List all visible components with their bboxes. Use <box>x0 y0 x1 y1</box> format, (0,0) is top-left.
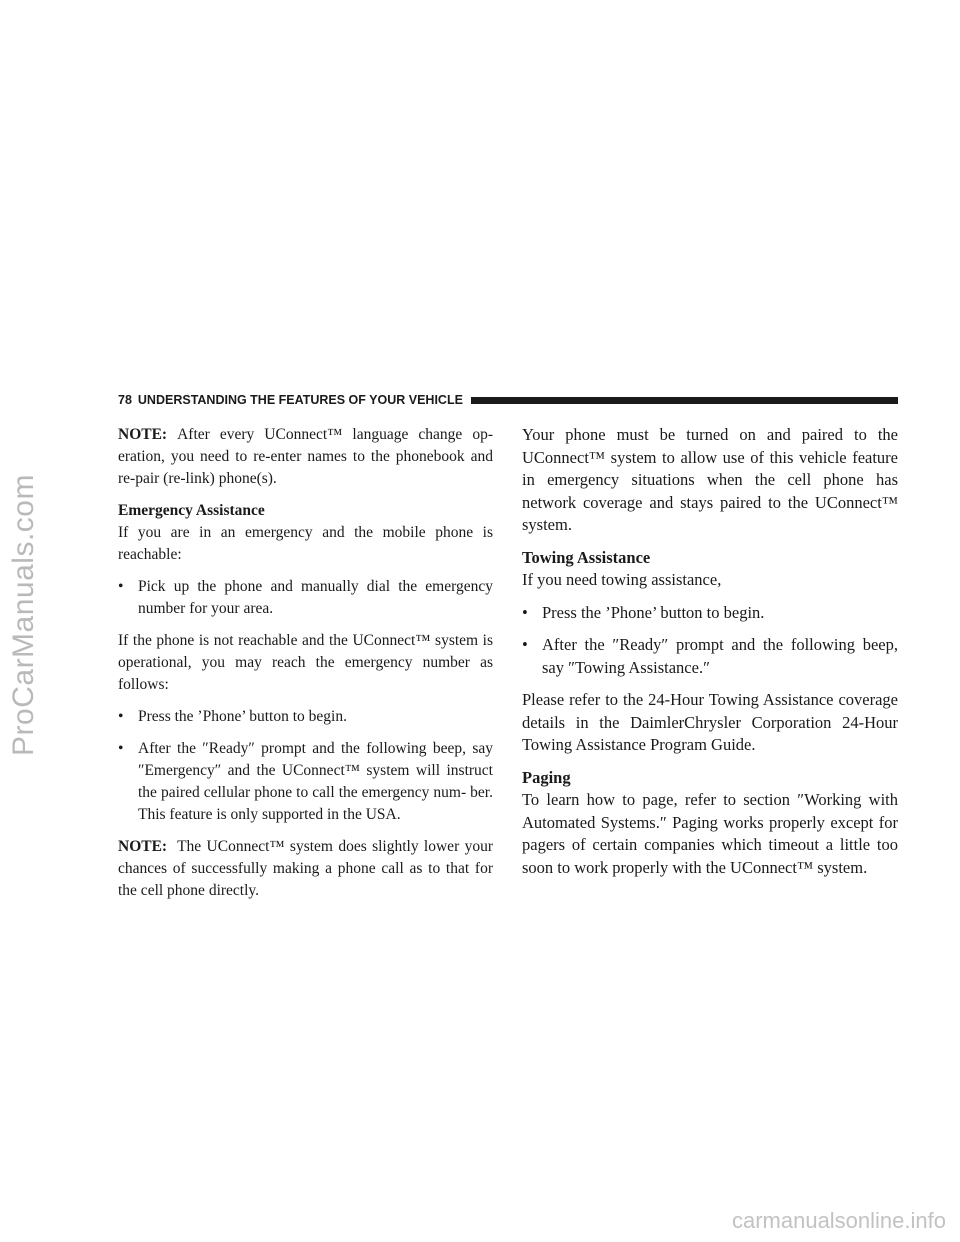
reach-paragraph: If the phone is not reachable and the UConnect™ system is operational, you may reach the emergency number as follows: <box>118 632 493 693</box>
right-column <box>522 424 898 889</box>
section-title: UNDERSTANDING THE FEATURES OF YOUR VEHICLE <box>137 393 463 407</box>
bullet-icon: • <box>118 708 124 725</box>
page-header <box>118 391 898 409</box>
paging-paragraph: To learn how to page, refer to section ″Working with Automated Systems.″ Paging works properly except for pagers of certain companies which timeout a little too soon to work properly with the UConnect™ system. <box>522 790 898 877</box>
list-item-text: Press the ’Phone’ button to begin. <box>542 602 765 622</box>
note-label: NOTE: <box>118 426 168 443</box>
bullet-icon: • <box>522 602 528 622</box>
bullet-icon: • <box>118 578 124 595</box>
list-item <box>118 738 493 826</box>
paging-heading: Paging <box>522 767 571 787</box>
emergency-intro: If you are in an emergency and the mobile phone is reachable: <box>118 524 493 563</box>
page-number: 78 <box>118 393 132 407</box>
list-item <box>522 602 898 625</box>
note-label: NOTE: <box>118 838 168 855</box>
phone-paragraph: Your phone must be turned on and paired to the UConnect™ system to allow use of this vehicle feature in emergency situations when the cell phone has network coverage and stays paired to the UConnect™ system. <box>522 425 898 534</box>
note-paragraph-2 <box>118 836 493 902</box>
list-item-text: Pick up the phone and manually dial the emergency number for your area. <box>138 578 493 617</box>
emergency-assistance-heading: Emergency Assistance <box>118 502 265 519</box>
left-column <box>118 424 493 912</box>
towing-reference-paragraph: Please refer to the 24-Hour Towing Assistance coverage details in the DaimlerChrysler Corporation 24-Hour Towing Assistance Program Guide. <box>522 690 898 754</box>
note-text: The UConnect™ system does slightly lower your chances of successfully making a phone call as to that for the cell phone directly. <box>118 838 493 899</box>
list-item-text: After the ″Ready″ prompt and the following beep, say ″Emergency″ and the UConnect™ system will instruct the paired cellular phone to call the emergency num- ber. This feature is only supported in the USA. <box>138 740 493 823</box>
side-watermark <box>4 380 44 850</box>
towing-intro: If you need towing assistance, <box>522 570 722 589</box>
bullet-icon: • <box>118 740 124 757</box>
header-rule <box>471 397 898 404</box>
list-item-text: Press the ’Phone’ button to begin. <box>138 708 347 725</box>
note-paragraph-1 <box>118 424 493 490</box>
bottom-watermark: carmanualsonline.info <box>731 1208 946 1233</box>
list-item <box>522 634 898 679</box>
towing-assistance-heading: Towing Assistance <box>522 547 651 567</box>
list-item <box>118 706 493 728</box>
bullet-icon: • <box>522 635 528 654</box>
note-text: After every UConnect™ language change op- eration, you need to re-enter names to the phonebook and re-pair (re-link) phone(s). <box>118 426 493 487</box>
side-watermark-text: ProCarManuals.com <box>7 474 40 756</box>
list-item-text: After the ″Ready″ prompt and the following beep, say ″Towing Assistance.″ <box>542 635 898 677</box>
list-item <box>118 576 493 620</box>
